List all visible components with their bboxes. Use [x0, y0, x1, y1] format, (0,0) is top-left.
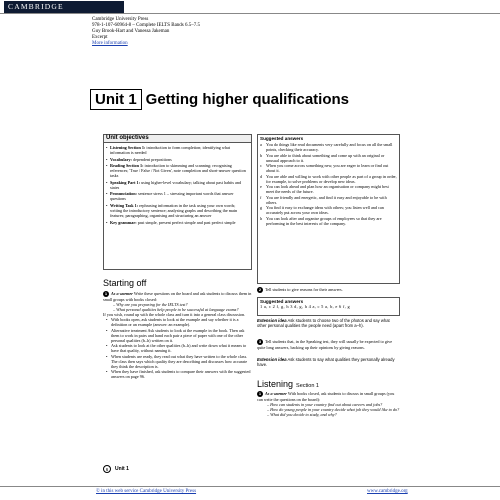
objective-item: • Vocabulary: dependent prepositions	[110, 157, 248, 162]
step-2: 2 Tell students to give reasons for their answers.	[258, 287, 343, 293]
answers-row: 1 a, c 2 f, g, h 3 d, g, h 4 a, c 5 a, b, e 6 f, g	[260, 304, 350, 309]
instruction-item: • When students are ready, they read out what they have written to the whole class. The class then says which quality they are describing and discusses how accurate they think the description is.	[111, 354, 252, 369]
extension-idea-1: Extension idea Ask students to choose two of the photos and say what other personal qualities the people need (apart from a–h).	[257, 318, 390, 328]
copyright-link[interactable]: © in this web service Cambridge University Press	[96, 489, 197, 494]
cambridge-logo: CAMBRIDGE	[4, 1, 124, 13]
instruction-item: • When they have finished, ask students to compare their answers with the suggested answers on page 96.	[111, 369, 252, 379]
more-information-link[interactable]: More information	[92, 41, 128, 46]
extension-idea-2: Extension idea Ask students to say what qualities they personally already have.	[257, 357, 395, 367]
objective-item: • Reading Section 1: introduction to skimming and scanning; recognising references; 'True / False / Not Given', note completion and short-answer question tasks	[110, 163, 248, 178]
answers-heading: Suggested answers	[260, 136, 304, 141]
step-number-icon: 1	[104, 291, 108, 297]
cambridge-site-link[interactable]: www.cambridge.org	[367, 489, 408, 494]
unit-name: Getting higher qualifications	[145, 90, 350, 108]
top-bar	[0, 0, 500, 14]
unit-objectives-box	[103, 134, 252, 270]
suggested-answers-box-2: Suggested answers 1 a, c 2 f, g, h 3 d, g, h 4 a, c 5 a, b, e 6 f, g	[257, 297, 400, 316]
bottom-bar	[0, 486, 500, 500]
objective-item: • Speaking Part 1: using higher-level vocabulary; talking about past habits and states	[110, 180, 248, 190]
answer-item: d You are able and willing to work with other people as part of a group in order, for example, to solve problems or develop new ideas.	[260, 173, 397, 184]
step-3: 3 Tell students that, in the Speaking test, they will usually be expected to give quite long answers, backing up their opinions by giving reasons.	[257, 339, 393, 351]
objectives-heading: Unit objectives	[104, 135, 251, 143]
step-number-icon: 1	[258, 391, 262, 397]
objective-item: • Key grammar: past simple, present perfect simple and past perfect simple	[110, 220, 248, 225]
listening-warmer: 1 As a warmer With books closed, ask students to discuss in small groups (you can write the questions on the board): – How can students in your country find out about careers and jobs? – How do young people in your country decide what job they would like to do? – What did you decide to study, and why?	[257, 391, 400, 417]
meta-line: Cambridge University Press	[92, 17, 149, 22]
objective-item: • Writing Task 1: rephrasing information in the task using your own words; writing the introductory sentence; analysing graphs and describing the main features; paragraphing, organising and structuring an answer	[110, 203, 248, 218]
answer-item: g You find it easy to exchange ideas with others; you listen well and can accurately put across your own ideas.	[260, 205, 384, 215]
answer-item: b You are able to think about something and come up with an original or unusual approach to it.	[260, 152, 385, 163]
suggested-answers-box	[257, 134, 400, 284]
answer-item: f You are friendly and energetic, and find it easy and enjoyable to be with others.	[260, 194, 387, 205]
answer-item: e You can look ahead and plan how an organisation or company might best meet the needs of the future.	[260, 184, 389, 194]
answer-item: h You can look after and organise groups of employees so that they are performing in the best interests of the company.	[260, 215, 382, 226]
question-item: – What personal qualities help people to be successful at language exams?	[113, 307, 252, 312]
listening-heading: Listening Section 1	[257, 379, 319, 389]
meta-line: Guy Brook-Hart and Vanessa Jakeman	[92, 29, 170, 34]
instruction-item: • Ask students to look at the other qualities (b–h) and write down what it means to have that quality, without naming it.	[111, 343, 252, 353]
step-number-icon: 2	[258, 287, 262, 293]
step-number-icon: 3	[258, 339, 262, 345]
starting-off-heading: Starting off	[103, 278, 147, 288]
question-item: – Why are you preparing for the IELTS test?	[113, 302, 252, 307]
footer-unit-label: Unit 1	[115, 466, 129, 472]
unit-number: Unit 1	[90, 89, 142, 110]
question-item: – What did you decide to study, and why?	[267, 412, 400, 417]
book-meta	[92, 17, 312, 47]
instruction-item: • Alternative treatment Ask students to look at the example in the book. Then ask them to work in pairs and hand each pair a piece of paper with one of the other personal qualities (b–h) written on it.	[111, 328, 252, 343]
unit-title	[90, 88, 349, 110]
answer-item: c When you come across something new, you are eager to learn or find out about it.	[260, 163, 389, 173]
objective-item: • Listening Section 1: introduction to form completion; identifying what information is needed	[110, 145, 248, 155]
section-label: Section 1	[296, 383, 319, 389]
question-item: – How do young people in your country decide what job they would like to do?	[267, 407, 400, 412]
question-item: – How can students in your country find out about careers and jobs?	[267, 402, 400, 407]
meta-line: 978-1-107-60964-8 – Complete IELTS Bands 6.5–7.5	[92, 23, 201, 28]
answer-item: a You do things like read documents very carefully and focus on all the small points, checking their accuracy.	[260, 142, 393, 152]
followup-text: If you wish, round up with the whole class and turn it into a general class discussion.	[103, 312, 246, 318]
starting-off-content: 1 As a warmer Write these questions on the board and ask students to discuss them in small groups with books closed: – Why are you preparing for the IELTS test? – What personal qualities help people to be successful at language exams? If you wish, round up with the whole class and turn it into a general class discussion. • With books open, ask students to look at the example and say whether it is a definition or an example (answer: an example). • Alternative treatment Ask students to look at the example in the book. Then ask them to work in pairs and hand each pair a piece of paper with one of the other personal qualities (b–h) written on it. • Ask students to look at the other qualities (b–h) and write down what it means to have that quality, without naming it. • When students are ready, they read out what they have written to the whole class. The class then says which quality they are describing and discusses how accurate they think the description is. • When they have finished, ask students to compare their answers with the suggested answers on page 96.	[103, 291, 252, 380]
page-footer	[103, 465, 129, 473]
page-number: 6	[103, 465, 111, 473]
instruction-item: • With books open, ask students to look at the example and say whether it is a definition or an example (answer: an example).	[111, 317, 252, 327]
objective-item: • Pronunciation: sentence stress 1 – stressing important words that answer questions	[110, 191, 248, 201]
meta-line: Excerpt	[92, 35, 108, 40]
